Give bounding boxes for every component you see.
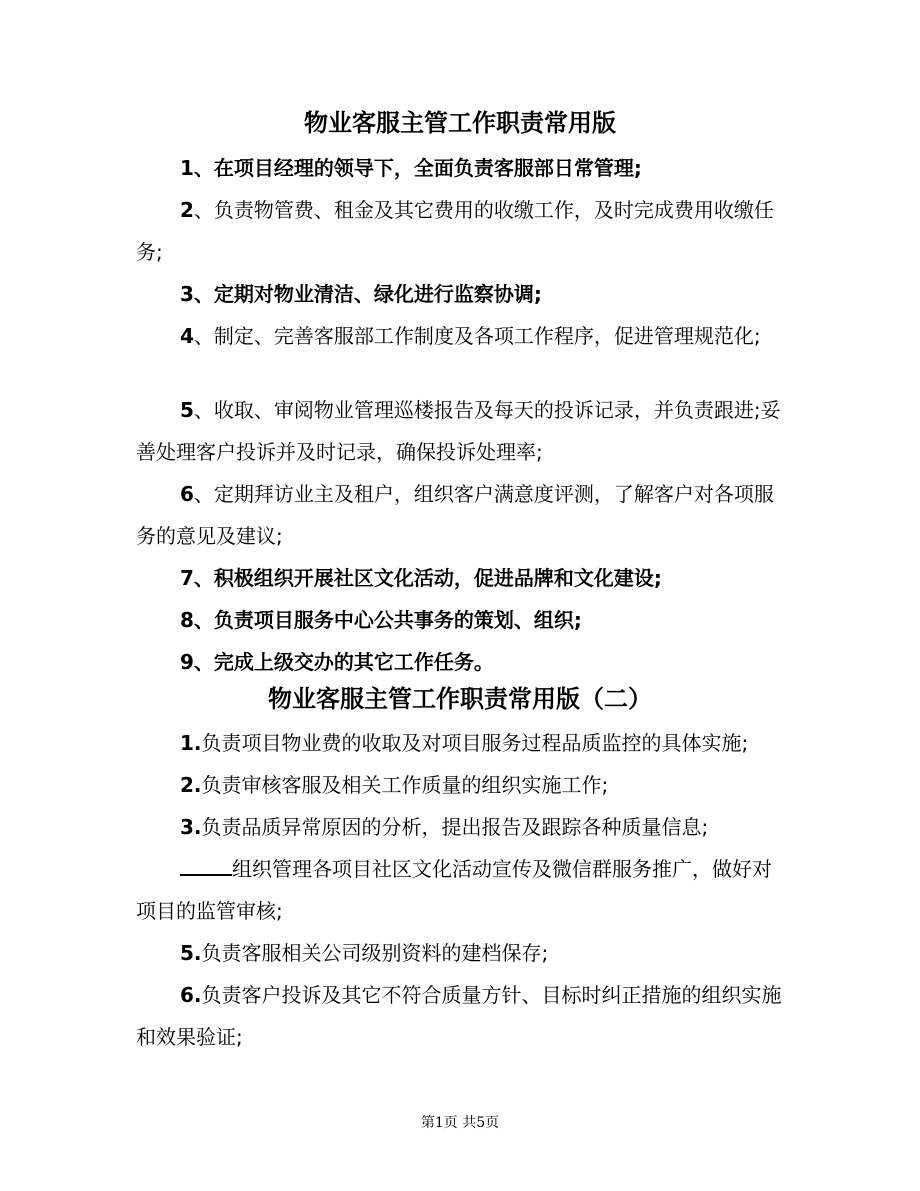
item-number: 6	[180, 482, 194, 506]
item-text: 组织管理各项目社区文化活动宣传及微信群服务推广，做好对项目的监管审核;	[136, 857, 772, 923]
item-number: 1	[180, 156, 194, 180]
item-text: 负责品质异常原因的分析，提出报告及跟踪各种质量信息;	[201, 815, 709, 839]
fill-in-blank	[180, 854, 232, 876]
item-text: 负责客服相关公司级别资料的建档保存;	[201, 941, 549, 965]
item-number: 3	[180, 282, 194, 306]
item-text: 、负责项目服务中心公共事务的策划、组织;	[193, 608, 582, 632]
item-number: 9	[180, 650, 194, 674]
duty-item-1	[136, 147, 786, 189]
item-number: 1.	[180, 731, 202, 755]
item-number: 5.	[180, 941, 202, 965]
item-number: 6.	[180, 983, 202, 1007]
page-footer: 第1页 共5页	[420, 1115, 500, 1131]
duty-item-2-4	[136, 848, 786, 932]
item-number: 5	[180, 398, 194, 422]
item-text: 、定期拜访业主及租户，组织客户满意度评测，了解客户对各项服务的意见及建议;	[136, 482, 774, 548]
item-text: 负责项目物业费的收取及对项目服务过程品质监控的具体实施;	[201, 731, 749, 755]
duty-item-2-2	[136, 764, 786, 806]
duty-item-6	[136, 473, 786, 557]
duty-item-3	[136, 273, 786, 315]
item-text: 、制定、完善客服部工作制度及各项工作程序，促进管理规范化;	[193, 324, 761, 348]
item-text: 、完成上级交办的其它工作任务。	[193, 650, 494, 674]
document-title: 物业客服主管工作职责常用版	[304, 109, 616, 137]
item-number: 8	[180, 608, 194, 632]
duty-item-2	[136, 189, 786, 273]
item-number: 7	[180, 566, 194, 590]
item-number: 2	[180, 198, 194, 222]
item-number: 3.	[180, 815, 202, 839]
item-text: 、收取、审阅物业管理巡楼报告及每天的投诉记录，并负责跟进;妥善处理客户投诉并及时记录，确保投诉处理率;	[136, 398, 781, 464]
item-text: 、在项目经理的领导下，全面负责客服部日常管理;	[193, 156, 642, 180]
duty-item-9	[136, 641, 786, 683]
duty-item-2-1	[136, 722, 786, 764]
duty-item-2-5	[136, 932, 786, 974]
item-text: 负责审核客服及相关工作质量的组织实施工作;	[201, 773, 609, 797]
item-number: 4	[180, 324, 194, 348]
duty-item-8	[136, 599, 786, 641]
item-text: 负责客户投诉及其它不符合质量方针、目标时纠正措施的组织实施和效果验证;	[136, 983, 782, 1049]
duty-item-2-6	[136, 974, 786, 1058]
item-text: 、积极组织开展社区文化活动，促进品牌和文化建设;	[193, 566, 662, 590]
item-text: 、负责物管费、租金及其它费用的收缴工作，及时完成费用收缴任务;	[136, 198, 774, 264]
item-text: 、定期对物业清洁、绿化进行监察协调;	[193, 282, 542, 306]
duty-item-2-3	[136, 806, 786, 848]
duty-item-7	[136, 557, 786, 599]
item-number: 2.	[180, 773, 202, 797]
duty-item-5	[136, 389, 786, 473]
section-title-2: 物业客服主管工作职责常用版（二）	[268, 685, 652, 713]
duty-item-4	[136, 315, 786, 357]
